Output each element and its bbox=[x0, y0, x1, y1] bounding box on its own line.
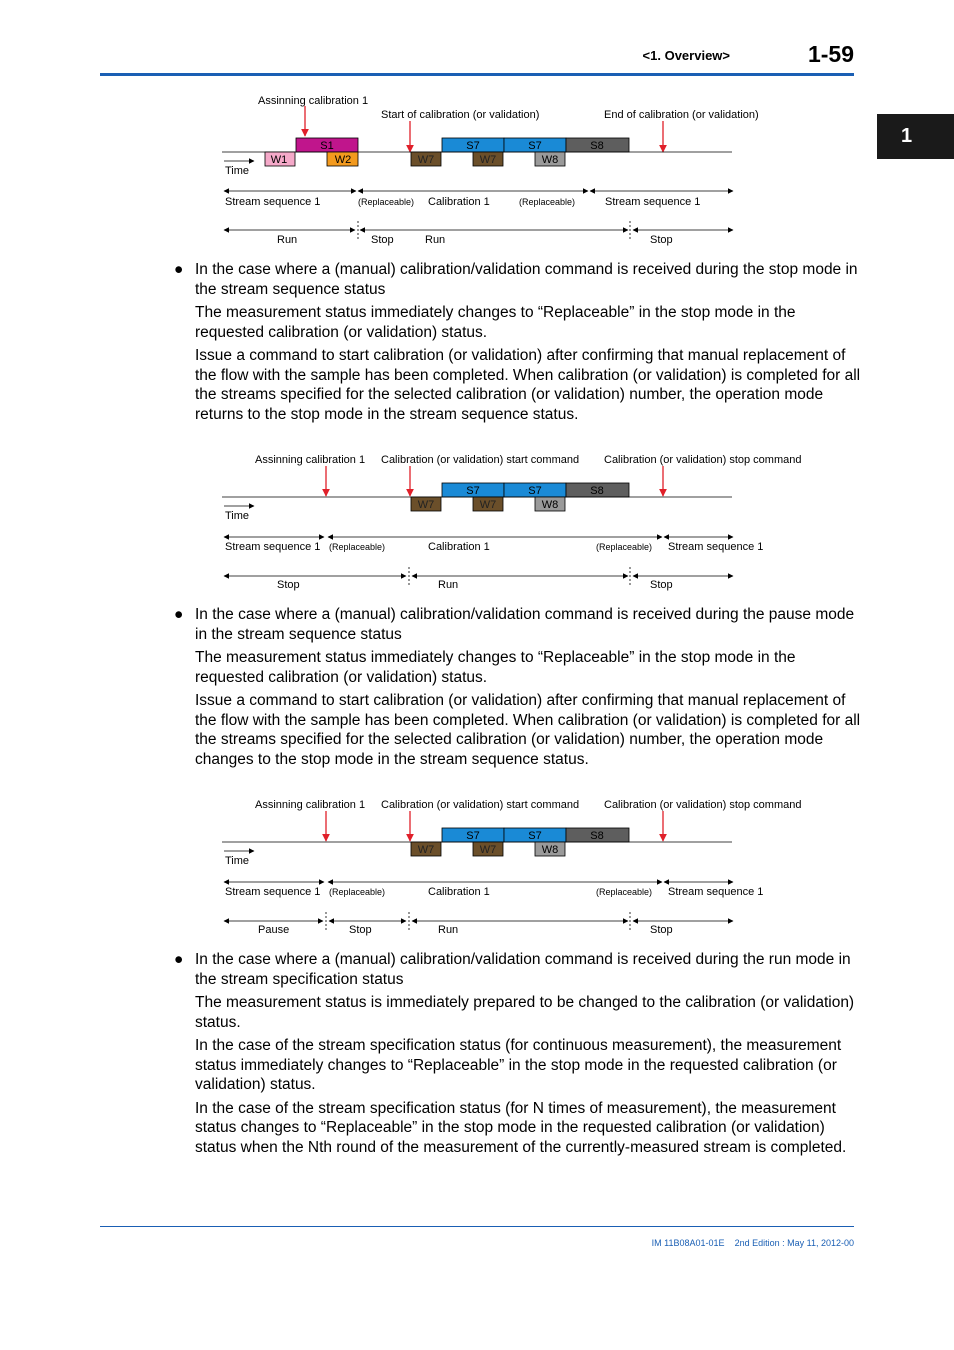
section-title: <1. Overview> bbox=[642, 48, 730, 63]
doc-id: IM 11B08A01-01E bbox=[651, 1238, 725, 1248]
stream-label: S1 bbox=[320, 140, 334, 152]
seq-label: Stream sequence 1 bbox=[225, 541, 321, 553]
mode-label: Run bbox=[277, 234, 298, 246]
seq-label: Calibration 1 bbox=[428, 886, 490, 898]
stream-label: S7 bbox=[466, 830, 480, 842]
header-rule bbox=[100, 73, 854, 76]
timing-diagram-2 bbox=[0, 447, 954, 593]
mode-label: Stop bbox=[349, 924, 372, 936]
mode-label: Stop bbox=[371, 234, 394, 246]
mode-label: Stop bbox=[650, 579, 673, 591]
stream-label: S7 bbox=[528, 830, 542, 842]
annotation-start: Start of calibration (or validation) bbox=[381, 109, 540, 121]
seq-label: Calibration 1 bbox=[428, 196, 490, 208]
seq-label: (Replaceable) bbox=[596, 542, 653, 552]
annotation-stop: Calibration (or validation) stop command bbox=[604, 799, 802, 811]
stream-label: S8 bbox=[590, 140, 604, 152]
mode-label: Run bbox=[438, 579, 459, 591]
mode-label: Stop bbox=[650, 924, 673, 936]
section-3 bbox=[174, 950, 864, 1157]
annotation-stop: Calibration (or validation) stop command bbox=[604, 454, 802, 466]
stream-label: S7 bbox=[528, 485, 542, 497]
timing-diagram-3 bbox=[0, 792, 954, 938]
stream-label: S8 bbox=[590, 485, 604, 497]
time-label: Time bbox=[225, 510, 250, 522]
bullet-item bbox=[174, 260, 864, 299]
bullet-dot-icon: ● bbox=[174, 261, 184, 278]
wait-label: W7 bbox=[479, 499, 497, 511]
annotation-assign: Assinning calibration 1 bbox=[255, 454, 366, 466]
mode-label: Run bbox=[425, 234, 446, 246]
page-number: 1-59 bbox=[807, 41, 854, 67]
seq-label: Stream sequence 1 bbox=[605, 196, 701, 208]
wait-label: W8 bbox=[541, 844, 559, 856]
wait-label: W7 bbox=[479, 154, 497, 166]
annotation-end: End of calibration (or validation) bbox=[604, 109, 759, 121]
stream-label: S8 bbox=[590, 830, 604, 842]
bullet-dot-icon: ● bbox=[174, 951, 184, 968]
annotation-assign: Assinning calibration 1 bbox=[258, 95, 369, 107]
seq-label: (Replaceable) bbox=[329, 887, 386, 897]
annotation-assign: Assinning calibration 1 bbox=[255, 799, 366, 811]
mode-label: Stop bbox=[650, 234, 673, 246]
paragraph: The measurement status is immediately prepared to be changed to the calibration (or validation) status. bbox=[195, 994, 855, 1031]
mode-label: Stop bbox=[277, 579, 300, 591]
footer bbox=[560, 1238, 854, 1248]
paragraph: Issue a command to start calibration (or validation) after confirming that manual replacement of the flow with the sample has been completed. When calibration (or validation) is completed for all the streams specified for the selected calibration (or validation) number, the operation mode changes to the stop mode in the stream sequence status. bbox=[195, 692, 861, 768]
bullet-dot-icon: ● bbox=[174, 606, 184, 623]
mode-label: Pause bbox=[258, 924, 290, 936]
wait-label: W8 bbox=[541, 499, 559, 511]
edition: 2nd Edition : May 11, 2012-00 bbox=[734, 1238, 854, 1248]
seq-label: (Replaceable) bbox=[329, 542, 386, 552]
seq-label: Calibration 1 bbox=[428, 541, 490, 553]
seq-label: Stream sequence 1 bbox=[225, 196, 321, 208]
bullet-text: In the case where a (manual) calibration/validation command is received during the stop mode in the stream sequence status bbox=[195, 261, 858, 298]
section-2 bbox=[174, 605, 864, 769]
seq-label: Stream sequence 1 bbox=[225, 886, 321, 898]
bullet-item bbox=[174, 950, 864, 989]
bullet-text: In the case where a (manual) calibration/validation command is received during the run mode in the stream specification status bbox=[195, 951, 851, 988]
wait-label: W1 bbox=[270, 154, 288, 166]
time-label: Time bbox=[225, 165, 250, 177]
stream-label: S7 bbox=[528, 140, 542, 152]
wait-label: W7 bbox=[417, 154, 435, 166]
paragraph: Issue a command to start calibration (or validation) after confirming that manual replacement of the flow with the sample has been completed. When calibration (or validation) is completed for all the streams specified for the selected calibration (or validation) number, the operation mode returns to the stop mode in the stream sequence status. bbox=[195, 347, 861, 423]
annotation-start: Calibration (or validation) start command bbox=[381, 799, 580, 811]
seq-label: Stream sequence 1 bbox=[668, 886, 764, 898]
time-label: Time bbox=[225, 855, 250, 867]
paragraph: In the case of the stream specification status (for continuous measurement), the measurement status immediately changes to “Replaceable” in the stop mode in the requested calibration (or validation) status. bbox=[195, 1037, 842, 1093]
seq-label: (Replaceable) bbox=[519, 197, 576, 207]
stream-label: S7 bbox=[466, 485, 480, 497]
section-1 bbox=[174, 260, 864, 424]
timing-diagram-1 bbox=[0, 88, 954, 248]
footer-rule bbox=[100, 1226, 854, 1227]
bullet-item bbox=[174, 605, 864, 644]
paragraph: The measurement status immediately changes to “Replaceable” in the stop mode in the requested calibration (or validation) status. bbox=[195, 649, 796, 686]
mode-label: Run bbox=[438, 924, 459, 936]
seq-label: (Replaceable) bbox=[596, 887, 653, 897]
chapter-tab: 1 bbox=[877, 114, 954, 159]
wait-label: W8 bbox=[541, 154, 559, 166]
wait-label: W2 bbox=[334, 154, 352, 166]
wait-label: W7 bbox=[417, 844, 435, 856]
seq-label: (Replaceable) bbox=[358, 197, 415, 207]
wait-label: W7 bbox=[417, 499, 435, 511]
stream-label: S7 bbox=[466, 140, 480, 152]
wait-label: W7 bbox=[479, 844, 497, 856]
paragraph: In the case of the stream specification status (for N times of measurement), the measurement status changes to “Replaceable” in the stop mode in the requested calibration (or validation) status when the Nth round of the measurement of the currently-measured stream is completed. bbox=[195, 1099, 847, 1156]
annotation-start: Calibration (or validation) start command bbox=[381, 454, 580, 466]
seq-label: Stream sequence 1 bbox=[668, 541, 764, 553]
bullet-text: In the case where a (manual) calibration/validation command is received during the pause mode in the stream sequence status bbox=[195, 606, 855, 643]
paragraph: The measurement status immediately changes to “Replaceable” in the stop mode in the requested calibration (or validation) status. bbox=[195, 304, 796, 341]
